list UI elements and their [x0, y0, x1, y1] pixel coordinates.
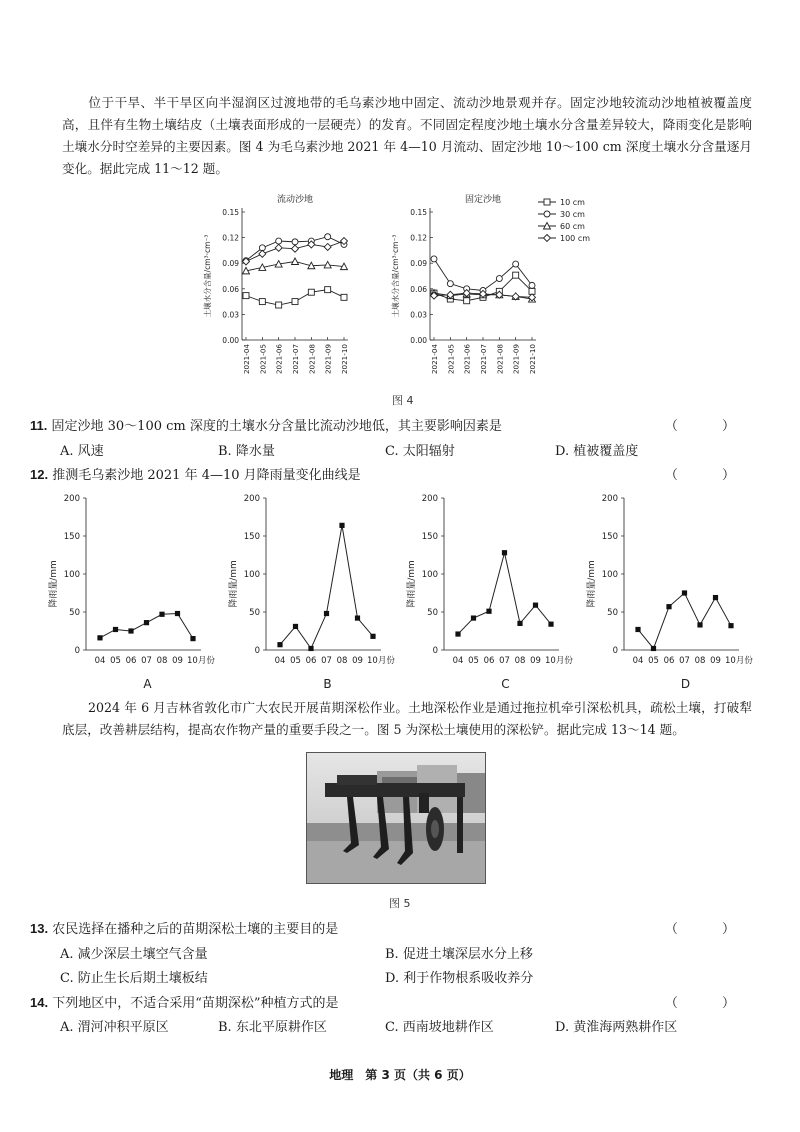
rainfall-line [280, 525, 373, 648]
option-a[interactable]: A. 减少深层土壤空气含量 [60, 947, 208, 962]
figure-5-caption: 图 5 [389, 897, 411, 910]
rainfall-point [324, 611, 329, 616]
y-tick-label: 0.15 [410, 208, 427, 217]
chart-option-label: C [501, 677, 510, 691]
x-tick-label: 2021-09 [511, 344, 521, 375]
rainfall-point [682, 590, 687, 595]
intro-paragraph-2 [62, 697, 752, 741]
rainfall-point [548, 622, 553, 627]
question-14 [30, 992, 339, 1011]
option-a[interactable]: A. 渭河冲积平原区 [60, 1020, 169, 1035]
x-tick-label: 2021-07 [291, 344, 300, 375]
y-tick-label: 0.03 [410, 310, 427, 320]
x-tick-label: 09 [530, 656, 541, 666]
x-tick-label: 10月份 [725, 656, 753, 666]
rainfall-line [458, 553, 551, 634]
question-number: 14. [30, 995, 49, 1010]
chart-mobile-sandland [202, 193, 349, 374]
y-tick-label: 200 [421, 494, 438, 504]
page-footer: 地理 第 3 页（共 6 页） [329, 1068, 471, 1082]
x-tick-label: 2021-08 [307, 344, 317, 375]
data-point [447, 281, 453, 287]
y-axis-label: 土壤水分含量/cm³·cm⁻³ [391, 234, 400, 318]
legend-marker [544, 199, 550, 205]
legend-marker [544, 211, 550, 217]
question-stem: 下列地区中，不适合采用“苗期深松”种植方式的是 [52, 996, 339, 1011]
legend-label: 30 cm [560, 210, 585, 219]
rainfall-chart-a [47, 494, 215, 691]
rainfall-point [175, 611, 180, 616]
rainfall-point [713, 595, 718, 600]
data-point [513, 272, 519, 278]
y-tick-label: 50 [69, 608, 80, 618]
intro-paragraph [62, 92, 752, 180]
y-tick-label: 100 [421, 570, 438, 580]
y-tick-label: 50 [249, 608, 260, 618]
legend-label: 10 cm [560, 198, 585, 207]
x-tick-label: 05 [468, 656, 479, 666]
y-tick-label: 50 [427, 608, 438, 618]
y-tick-label: 200 [601, 494, 618, 504]
x-tick-label: 2021-10 [528, 344, 537, 375]
option-b[interactable]: B. 东北平原耕作区 [218, 1020, 327, 1035]
y-axis-label: 降雨量/mm [407, 560, 417, 608]
x-tick-label: 2021-06 [462, 344, 472, 375]
question-number: 13. [30, 921, 49, 936]
x-tick-label: 07 [321, 656, 332, 666]
x-tick-label: 2021-04 [430, 344, 439, 375]
option-b[interactable]: B. 促进土壤深层水分上移 [385, 947, 533, 962]
data-point [292, 239, 298, 245]
option-b[interactable]: B. 降水量 [218, 444, 275, 459]
x-tick-label: 2021-09 [323, 344, 333, 375]
x-tick-label: 06 [305, 656, 317, 666]
y-tick-label: 0 [254, 646, 260, 656]
answer-bracket: （ ） [664, 922, 755, 937]
data-point [513, 261, 519, 267]
question-stem: 推测毛乌素沙地 2021 年 4—10 月降雨量变化曲线是 [52, 468, 361, 483]
y-tick-label: 0.15 [222, 208, 239, 217]
x-tick-label: 07 [141, 656, 152, 666]
data-point [292, 299, 298, 305]
rainfall-point [370, 634, 375, 639]
option-c[interactable]: C. 防止生长后期土壤板结 [60, 971, 208, 986]
y-tick-label: 0.12 [222, 233, 239, 243]
answer-bracket: （ ） [664, 419, 755, 434]
data-point [529, 282, 535, 288]
legend-label: 100 cm [560, 234, 591, 243]
y-tick-label: 0.06 [222, 284, 239, 294]
data-point [325, 287, 331, 293]
answer-bracket: （ ） [664, 996, 755, 1011]
chart-option-label: B [323, 677, 332, 691]
rainfall-point [128, 628, 133, 633]
x-tick-label: 09 [352, 656, 363, 666]
figure-4-charts [200, 190, 620, 390]
x-tick-label: 06 [125, 656, 137, 666]
option-d[interactable]: D. 利于作物根系吸收养分 [385, 971, 534, 986]
y-tick-label: 200 [243, 494, 260, 504]
x-tick-label: 08 [694, 656, 706, 666]
x-tick-label: 10月份 [545, 656, 573, 666]
rainfall-point [159, 612, 164, 617]
question-number: 12. [30, 467, 49, 482]
question-stem: 农民选择在播种之后的苗期深松土壤的主要目的是 [52, 922, 339, 937]
y-tick-label: 150 [63, 532, 80, 542]
rainfall-point [144, 620, 149, 625]
y-axis-label: 降雨量/mm [587, 560, 597, 608]
data-point [324, 243, 331, 250]
x-tick-label: 05 [110, 656, 121, 666]
y-tick-label: 100 [601, 570, 618, 580]
rainfall-point [355, 615, 360, 620]
x-tick-label: 06 [663, 656, 675, 666]
rainfall-line [100, 614, 193, 639]
intro-text: 位于干旱、半干旱区向半湿润区过渡地带的毛乌素沙地中固定、流动沙地景观并存。固定沙地较流动沙地植被覆盖度高，且伴有生物土壤结皮（土壤表面形成的一层硬壳）的发育。不同固定程度沙地土壤水分含量差异较大，降雨变化是影响土壤水分时空差异的主要因素。图 4 为毛乌素沙地 2021 年 4—10 月流动、固定沙地 10～100 cm 深度土壤水分含量逐月变化。据此完成 11～12 题。 [62, 95, 752, 176]
rainfall-point [502, 550, 507, 555]
option-d[interactable]: D. 黄淮海两熟耕作区 [555, 1020, 678, 1035]
y-axis-label: 降雨量/mm [49, 560, 59, 608]
data-point [292, 258, 299, 265]
question-11 [30, 415, 502, 434]
chart-title: 流动沙地 [276, 195, 314, 205]
data-point [259, 250, 266, 257]
rainfall-point [471, 615, 476, 620]
chart-fixed-sandland [390, 193, 537, 374]
x-tick-label: 06 [483, 656, 495, 666]
x-tick-label: 07 [679, 656, 690, 666]
y-tick-label: 150 [243, 532, 260, 542]
x-tick-label: 04 [632, 656, 644, 666]
data-point [464, 298, 470, 304]
y-tick-label: 0.06 [410, 284, 427, 294]
legend-marker [544, 235, 551, 242]
chart-title: 固定沙地 [464, 195, 502, 205]
x-tick-label: 08 [336, 656, 348, 666]
x-tick-label: 2021-07 [479, 344, 488, 375]
y-tick-label: 0.12 [410, 233, 427, 243]
rainfall-chart-b [227, 494, 395, 691]
rainfall-point [293, 624, 298, 629]
rainfall-point [113, 627, 118, 632]
x-tick-label: 05 [648, 656, 659, 666]
figure-4-caption: 图 4 [392, 394, 414, 407]
question-stem: 固定沙地 30～100 cm 深度的土壤水分含量比流动沙地低，其主要影响因素是 [51, 419, 502, 434]
data-point [431, 256, 437, 262]
rainfall-point [308, 646, 313, 651]
data-point [259, 299, 265, 305]
x-tick-label: 10月份 [187, 656, 215, 666]
data-point [341, 294, 347, 300]
y-tick-label: 100 [243, 570, 260, 580]
rainfall-point [97, 635, 102, 640]
x-tick-label: 08 [156, 656, 168, 666]
option-c[interactable]: C. 西南坡地耕作区 [385, 1020, 494, 1035]
chart-option-label: D [680, 677, 691, 691]
x-tick-label: 2021-06 [274, 344, 284, 375]
question-12 [30, 464, 361, 483]
y-tick-label: 0.09 [410, 259, 427, 269]
y-tick-label: 0.03 [222, 310, 239, 320]
rainfall-point [697, 622, 702, 627]
y-tick-label: 0.00 [410, 336, 427, 345]
y-tick-label: 0 [612, 646, 618, 656]
rainfall-point [486, 609, 491, 614]
rainfall-point [277, 642, 282, 647]
y-tick-label: 150 [421, 532, 438, 542]
chart-option-label: A [143, 677, 152, 691]
y-tick-label: 0.00 [222, 336, 239, 345]
y-tick-label: 100 [63, 570, 80, 580]
y-tick-label: 200 [63, 494, 80, 504]
rainfall-chart-c [405, 494, 573, 691]
rainfall-point [728, 623, 733, 628]
subsoiler-illustration [307, 753, 485, 883]
data-point [496, 276, 502, 282]
y-tick-label: 0 [432, 646, 438, 656]
rainfall-point [533, 603, 538, 608]
question-number: 11. [30, 418, 48, 433]
data-point [276, 302, 282, 308]
x-tick-label: 09 [710, 656, 721, 666]
x-tick-label: 2021-08 [495, 344, 505, 375]
x-tick-label: 07 [499, 656, 510, 666]
x-tick-label: 05 [290, 656, 301, 666]
answer-bracket: （ ） [664, 468, 755, 483]
option-d[interactable]: D. 植被覆盖度 [555, 444, 639, 459]
rainfall-point [339, 523, 344, 528]
rainfall-point [651, 646, 656, 651]
intro2-text: 2024 年 6 月吉林省敦化市广大农民开展苗期深松作业。土地深松作业是通过拖拉机牵引深松机具，疏松土壤，打破犁底层，改善耕层结构，提高农作物产量的重要手段之一。图 5 为深松土壤使用的深松铲。据此完成 13～14 题。 [62, 700, 752, 737]
y-tick-label: 0 [74, 646, 80, 656]
legend [538, 198, 590, 243]
x-tick-label: 2021-04 [242, 344, 251, 375]
subsoiler-photo [306, 752, 486, 884]
rainfall-point [517, 621, 522, 626]
rainfall-point [666, 604, 671, 609]
legend-label: 60 cm [560, 222, 585, 231]
y-tick-label: 150 [601, 532, 618, 542]
option-a[interactable]: A. 风速 [60, 444, 104, 459]
y-axis-label: 土壤水分含量/cm³·cm⁻³ [203, 234, 212, 318]
rainfall-point [190, 636, 195, 641]
x-tick-label: 2021-05 [446, 344, 456, 375]
x-tick-label: 04 [94, 656, 106, 666]
question-13 [30, 918, 338, 937]
rainfall-line [638, 593, 731, 648]
rainfall-charts [40, 490, 780, 695]
data-point [292, 245, 299, 252]
y-axis-label: 降雨量/mm [229, 560, 239, 608]
x-tick-label: 08 [514, 656, 526, 666]
y-tick-label: 50 [607, 608, 618, 618]
data-point [276, 238, 282, 244]
rainfall-point [455, 631, 460, 636]
x-tick-label: 10月份 [367, 656, 395, 666]
x-tick-label: 09 [172, 656, 183, 666]
x-tick-label: 2021-10 [340, 344, 349, 375]
data-point [325, 234, 331, 240]
rainfall-point [635, 627, 640, 632]
x-tick-label: 04 [274, 656, 286, 666]
y-tick-label: 0.09 [222, 259, 239, 269]
option-c[interactable]: C. 太阳辐射 [385, 444, 455, 459]
data-point [308, 289, 314, 295]
rainfall-chart-d [585, 494, 753, 691]
x-tick-label: 04 [452, 656, 464, 666]
data-point [275, 244, 282, 251]
data-point [243, 293, 249, 299]
x-tick-label: 2021-05 [258, 344, 268, 375]
